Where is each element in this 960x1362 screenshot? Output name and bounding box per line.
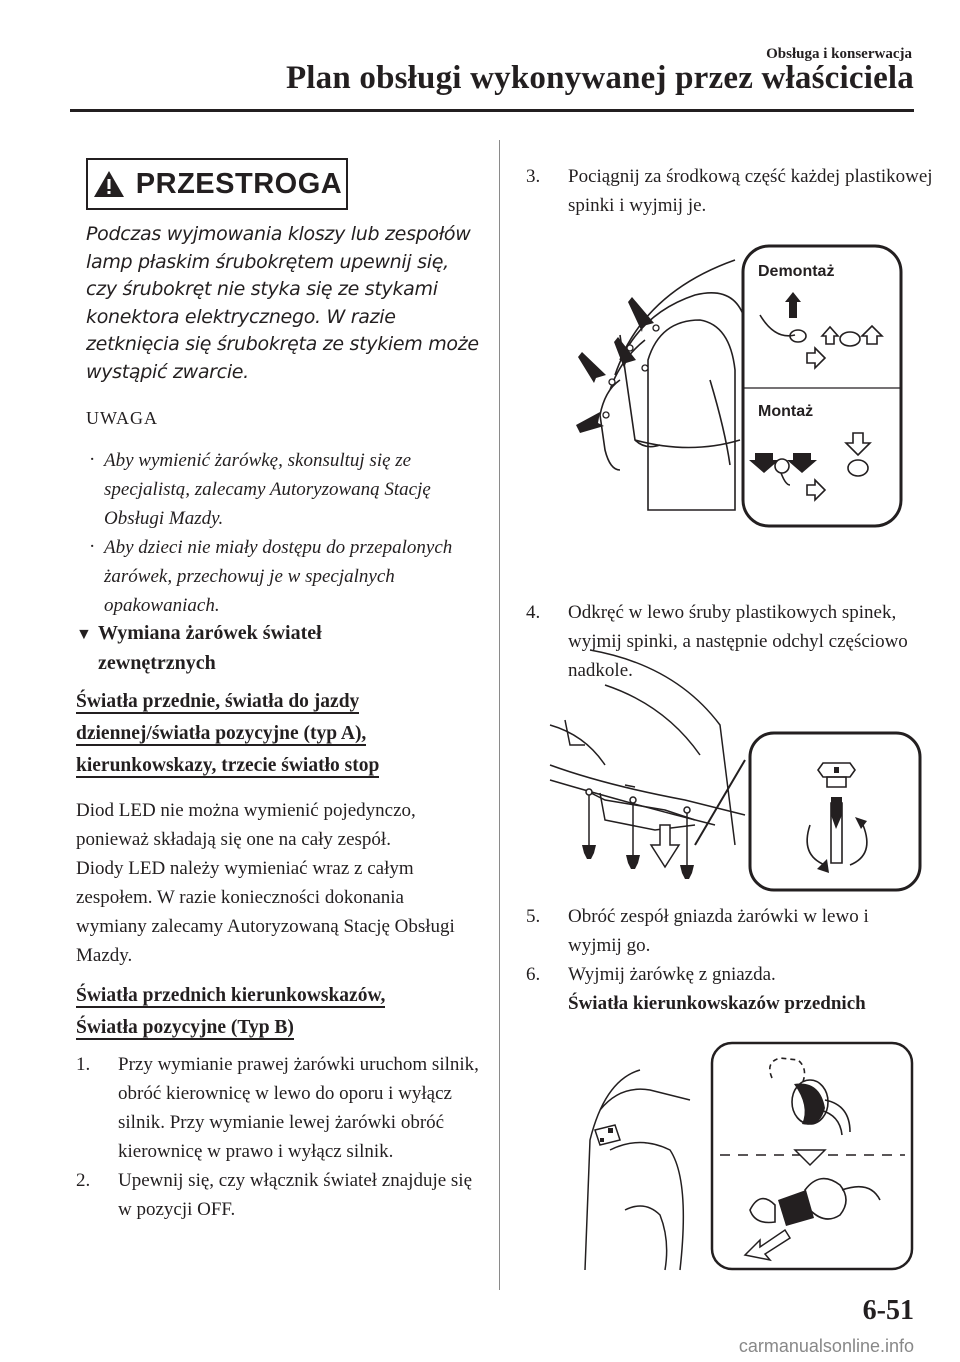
step-number: 4.	[526, 602, 541, 623]
warning-icon	[92, 169, 126, 199]
subsection-2-heading	[76, 980, 486, 1044]
step-bold-label: Światła kierunkowskazów przednich	[568, 993, 866, 1014]
page-title: Plan obsługi wykonywanej przez właściciela	[285, 60, 914, 96]
warning-box	[86, 158, 348, 210]
note-item: · Aby dzieci nie miały dostępu do przepalonych żarówek, przechowuj je w specjalnych opakowaniach.	[86, 533, 478, 620]
step-text: Pociągnij za środkową część każdej plastikowej spinki i wyjmij je.	[568, 166, 933, 216]
subsection-heading	[76, 686, 486, 782]
note-item: · Aby wymienić żarówkę, skonsultuj się ze specjalistą, zalecamy Autoryzowaną Stację Obsługi Mazdy.	[86, 446, 478, 533]
note-list	[86, 446, 478, 620]
paragraph: Diod LED nie można wymienić pojedynczo, ponieważ składają się one na cały zespół.	[76, 800, 416, 850]
section-heading	[76, 619, 476, 677]
header-rule	[70, 109, 914, 112]
subsection-heading-line: Światła przednich kierunkowskazów,	[76, 985, 386, 1006]
subsection-1	[76, 686, 486, 970]
step-number: 6.	[526, 964, 541, 985]
section-name: Obsługa i konserwacja	[766, 46, 912, 62]
paragraph: Diody LED należy wymieniać wraz z całym zespołem. W razie konieczności dokonania wymiany zalecamy Autoryzowaną Stację Obsługi Mazdy.	[76, 858, 455, 966]
subsection-heading-line: Światła pozycyjne (Typ B)	[76, 1017, 294, 1038]
steps-left	[76, 1050, 486, 1224]
step-number: 5.	[526, 906, 541, 927]
step-text: Odkręć w lewo śruby plastikowych spinek, wyjmij spinki, a następnie odchyl częściowo nadkole.	[568, 602, 908, 681]
step-text: Przy wymianie prawej żarówki uruchom silnik, obróć kierownicę w lewo do oporu i wyłącz silnik. Przy wymianie lewej żarówki obróć kierownicę w prawo i wyłącz silnik.	[118, 1054, 479, 1162]
screw-removal-illustration	[545, 645, 925, 895]
section-heading-line: zewnętrznych	[98, 652, 216, 674]
subsection-heading-line: dziennej/światła pozycyjne (typ A),	[76, 723, 367, 744]
page-number: 6-51	[862, 1295, 914, 1326]
installation-label: Montaż	[758, 403, 814, 420]
step-text: Upewnij się, czy włącznik świateł znajduje się w pozycji OFF.	[118, 1170, 473, 1220]
step-item	[76, 1050, 486, 1166]
bulb-socket-illustration	[580, 1040, 915, 1272]
step-item	[76, 1166, 486, 1224]
step-number: 2.	[76, 1170, 91, 1191]
warning-label: PRZESTROGA	[135, 167, 343, 200]
step-text: Obróć zespół gniazda żarówki w lewo i wyjmij go.	[568, 906, 869, 956]
subsection-heading-line: Światła przednie, światła do jazdy	[76, 691, 360, 712]
wheel-arch-clips-illustration	[560, 240, 905, 530]
watermark: carmanualsonline.info	[738, 1336, 914, 1356]
section-heading-line: Wymiana żarówek świateł	[98, 622, 322, 644]
step-text: Wyjmij żarówkę z gniazda.	[568, 964, 776, 985]
step-item	[526, 162, 948, 220]
step-item	[526, 960, 906, 1018]
column-divider	[499, 140, 500, 1290]
step-number: 1.	[76, 1054, 91, 1075]
step-number: 3.	[526, 166, 541, 187]
triangle-marker-icon: ▼	[76, 626, 92, 643]
warning-text: Podczas wyjmowania kloszy lub zespołów lamp płaskim śrubokrętem upewnij się, czy śrubokręt nie styka się ze stykami konektora elektrycznego. W razie zetknięcia się śrubokręta ze stykiem może wystąpić zwarcie.	[86, 223, 479, 383]
removal-label: Demontaż	[758, 263, 835, 280]
step-item	[526, 902, 906, 960]
subsection-heading-line: kierunkowskazy, trzecie światło stop	[76, 755, 380, 776]
note-title: UWAGA	[86, 408, 158, 428]
steps-right-bottom	[526, 902, 906, 1018]
